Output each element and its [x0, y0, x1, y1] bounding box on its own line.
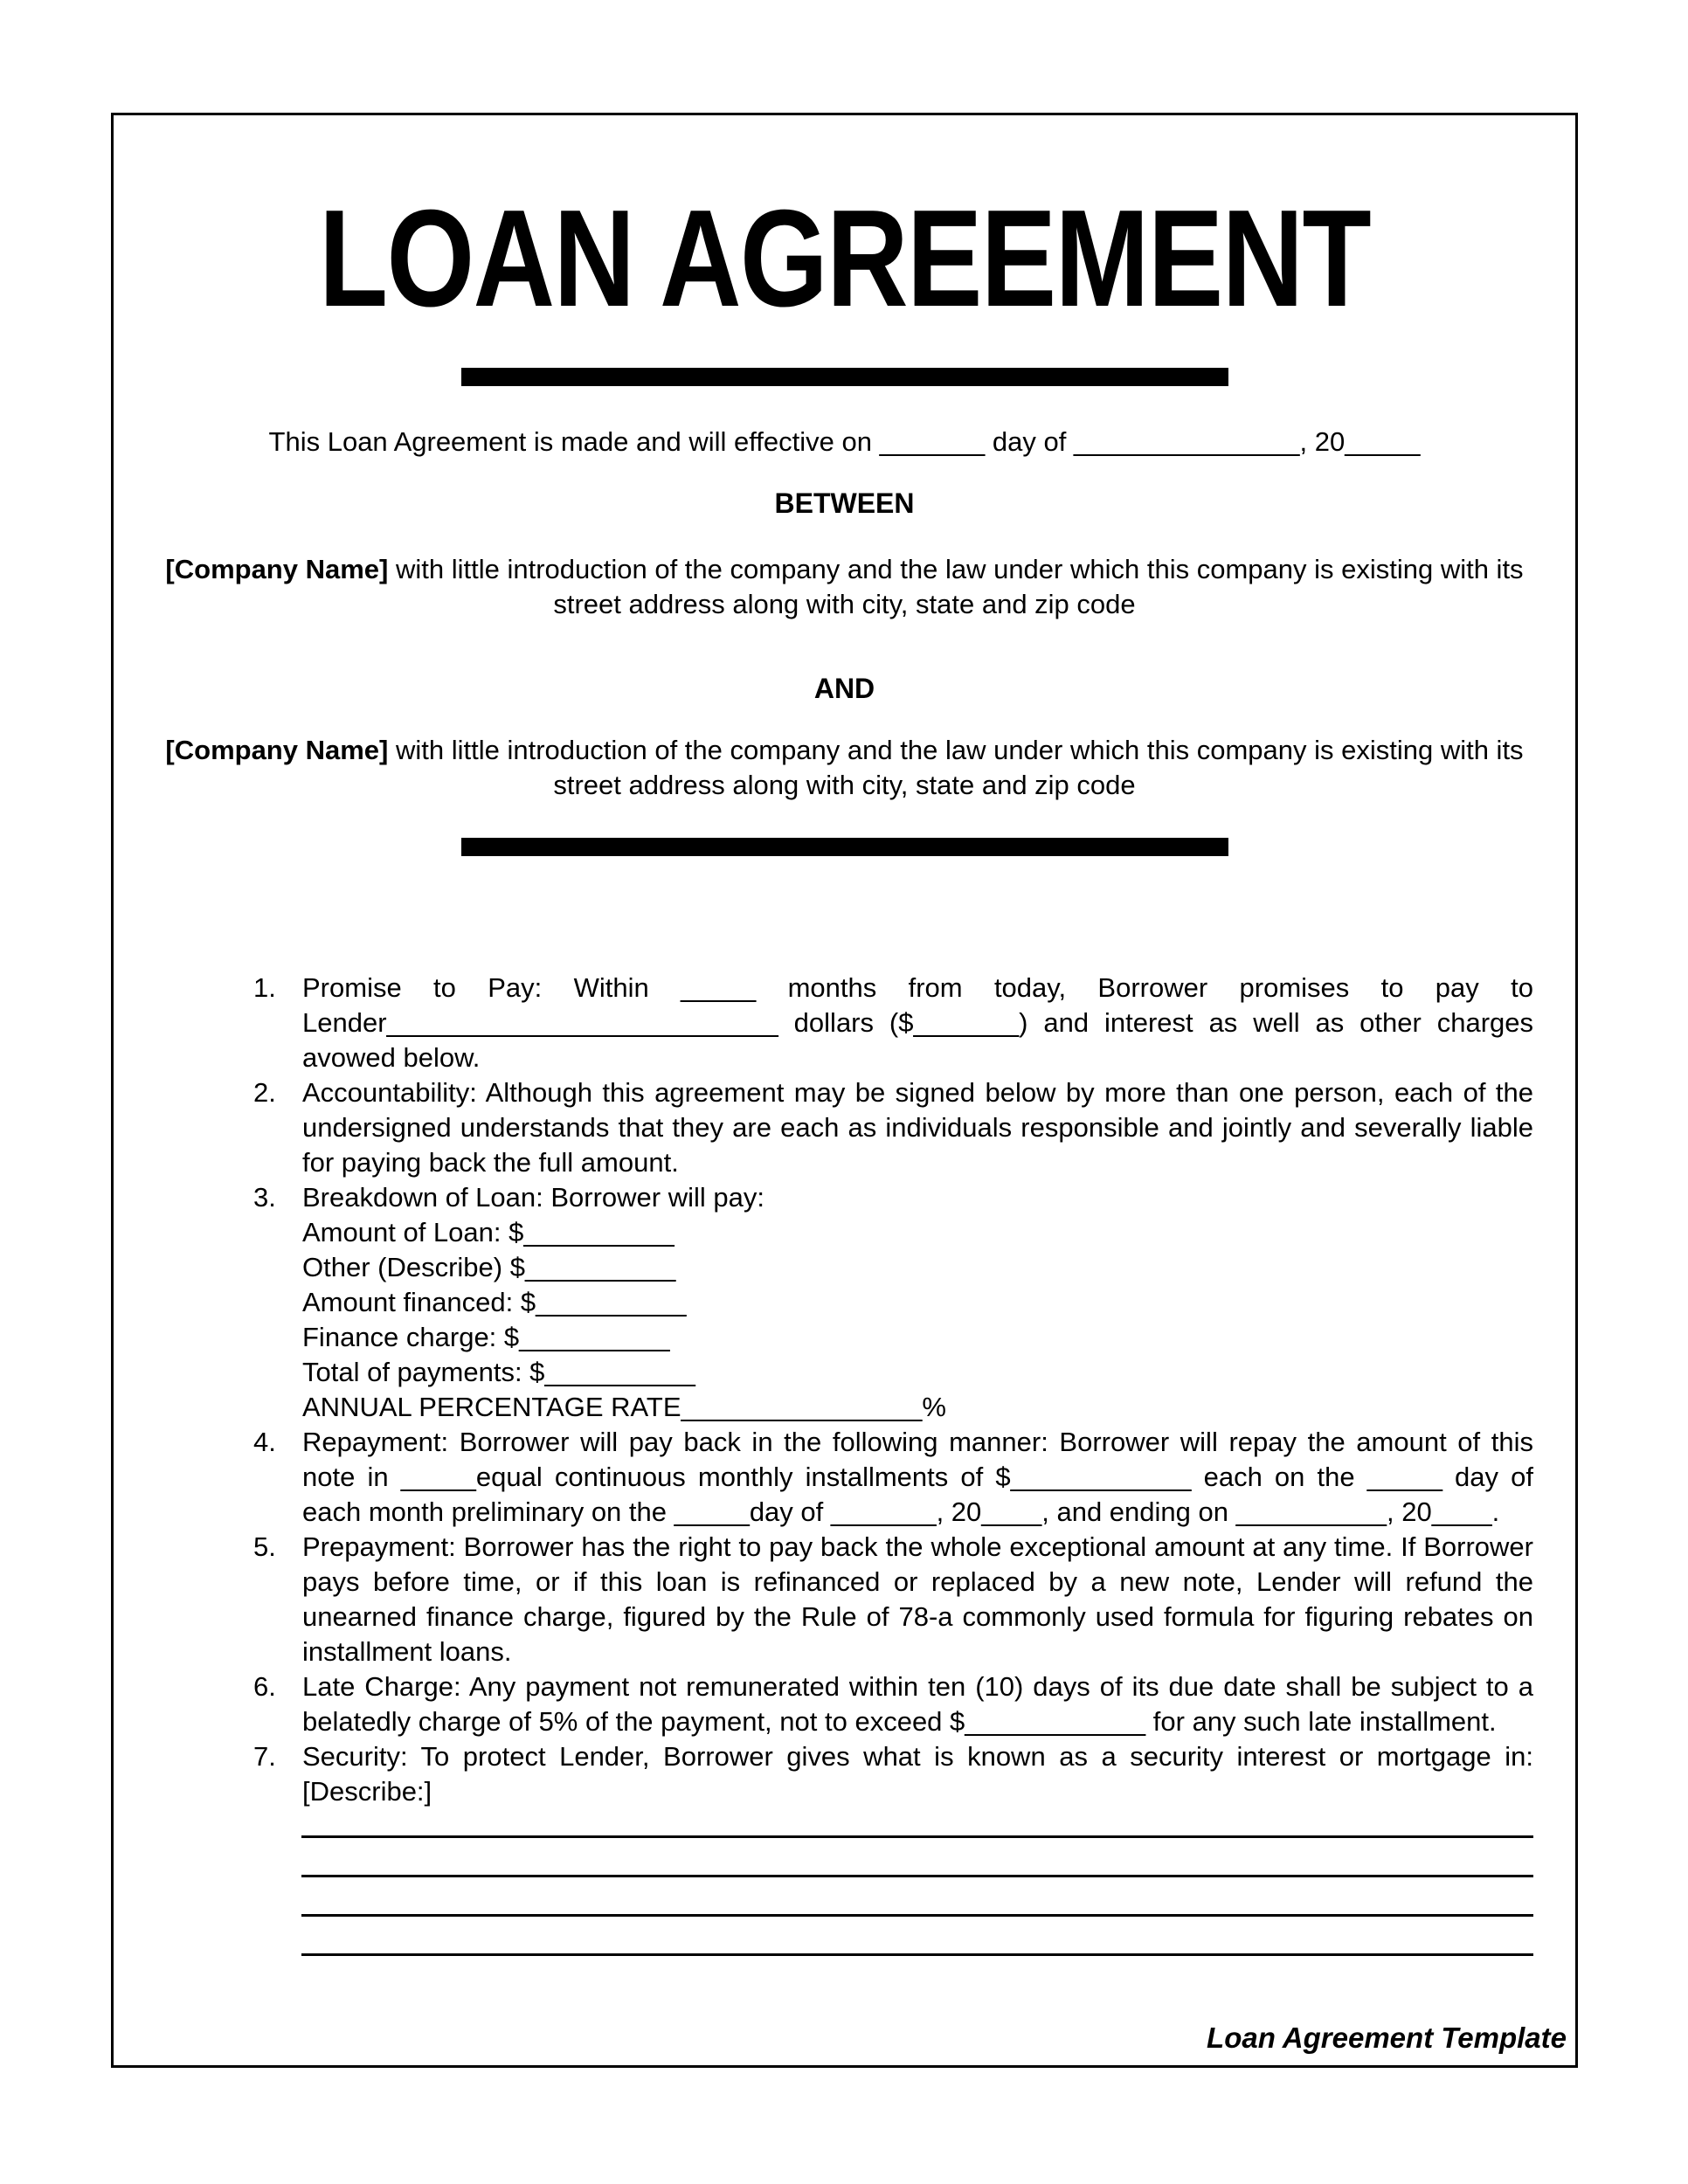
party-2-paragraph [156, 733, 1533, 803]
party-1-company-name: [Company Name] [165, 554, 389, 584]
clause-paragraph: Breakdown of Loan: Borrower will pay: [302, 1182, 764, 1213]
clause-number: 1. [253, 972, 276, 1003]
clause-3 [253, 1180, 1533, 1425]
page-title: LOAN AGREEMENT [318, 182, 1371, 335]
between-label: BETWEEN [774, 487, 915, 519]
clause-paragraph: Repayment: Borrower will pay back in the following manner: Borrower will repay the amount of this note in _____equal continuous monthly installments of $____________ each on the _____ day of each month preliminary on the _____day of _______, 20____, and ending on __________, 20____. [302, 1427, 1533, 1527]
clause-7 [253, 1739, 1533, 1809]
intro-line: This Loan Agreement is made and will effective on _______ day of _______________, 20_____ [268, 426, 1421, 457]
clause-paragraph: Security: To protect Lender, Borrower gives what is known as a security interest or mortgage in: [302, 1741, 1533, 1772]
clause-text [302, 971, 1533, 1075]
clause-number: 5. [253, 1531, 276, 1562]
breakdown-line: Total of payments: $__________ [302, 1357, 695, 1387]
clause-text [302, 1425, 1533, 1530]
party-1-paragraph [156, 552, 1533, 622]
clause-text [302, 1075, 1533, 1180]
clause-number: 7. [253, 1741, 276, 1772]
party-2-description: with little introduction of the company and the law under which this company is existing with its street address along with city, state and zip code [388, 735, 1524, 800]
document-page [111, 113, 1578, 2068]
fill-in-lines [301, 1809, 1533, 1956]
clause-number: 3. [253, 1182, 276, 1213]
breakdown-line: Finance charge: $__________ [302, 1322, 670, 1352]
clause-text [302, 1530, 1533, 1669]
clause-4 [253, 1425, 1533, 1530]
clauses-list [253, 971, 1533, 1809]
blank-rule-line [301, 1838, 1533, 1877]
clause-text [302, 1739, 1533, 1809]
breakdown-line: Amount financed: $__________ [302, 1287, 687, 1317]
clause-paragraph: Prepayment: Borrower has the right to pay back the whole exceptional amount at any time. If Borrower pays before time, or if this loan is refinanced or replaced by a new note, Lender will refund the unearned finance charge, figured by the Rule of 78-a commonly used formula for figuring rebates on installment loans. [302, 1531, 1533, 1667]
and-label: AND [813, 673, 875, 704]
clause-text [302, 1180, 1533, 1425]
breakdown-line: Other (Describe) $__________ [302, 1252, 676, 1282]
blank-rule-line [301, 1877, 1533, 1917]
breakdown-line: Amount of Loan: $__________ [302, 1217, 675, 1248]
party-1-description: with little introduction of the company and the law under which this company is existing with its street address along with city, state and zip code [388, 554, 1524, 619]
clause-text [302, 1669, 1533, 1739]
blank-rule-line [301, 1809, 1533, 1838]
clause-5 [253, 1530, 1533, 1669]
section-divider-bar [461, 838, 1228, 856]
clause-number: 4. [253, 1427, 276, 1457]
clause-number: 2. [253, 1077, 276, 1108]
clause-paragraph: Late Charge: Any payment not remunerated within ten (10) days of its due date shall be subject to a belatedly charge of 5% of the payment, not to exceed $____________ for any such late installment. [302, 1671, 1533, 1737]
title-underline-bar [461, 368, 1228, 386]
clause-number: 6. [253, 1671, 276, 1702]
clause-paragraph: Promise to Pay: Within _____ months from today, Borrower promises to pay to Lender__________________________ dollars ($_______) and interest as well as other charges avowed below. [302, 972, 1533, 1073]
footer-label: Loan Agreement Template [1207, 2022, 1567, 2054]
clause-1 [253, 971, 1533, 1075]
clause-paragraph: Accountability: Although this agreement may be signed below by more than one person, each of the undersigned understands that they are each as individuals responsible and jointly and severally liable for paying back the full amount. [302, 1077, 1533, 1178]
describe-placeholder: [Describe:] [302, 1776, 432, 1807]
breakdown-line: ANNUAL PERCENTAGE RATE________________% [302, 1392, 946, 1422]
blank-rule-line [301, 1917, 1533, 1956]
clause-2 [253, 1075, 1533, 1180]
clause-6 [253, 1669, 1533, 1739]
party-2-company-name: [Company Name] [165, 735, 389, 765]
